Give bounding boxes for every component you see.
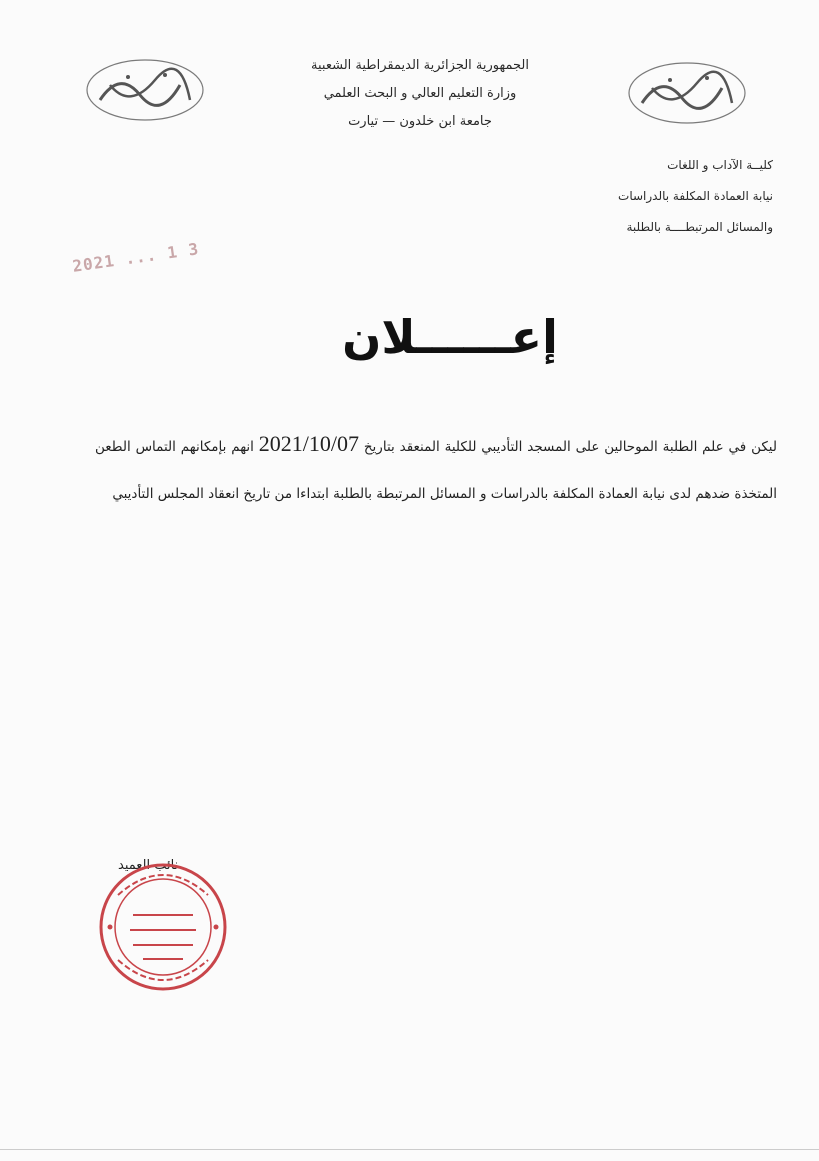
university-logo-right [622, 58, 752, 128]
signature-label: نائب العميد [118, 858, 179, 873]
faculty-line-1: كليــة الآداب و اللغات [667, 158, 773, 172]
republic-name: الجمهورية الجزائرية الديمقراطية الشعبية [311, 58, 529, 73]
university-logo-left [80, 55, 210, 125]
ministry-name: وزارة التعليم العالي و البحث العلمي [323, 86, 517, 101]
faculty-line-2: نيابة العمادة المكلفة بالدراسات [618, 189, 773, 203]
announcement-title: إعــــــلان [342, 310, 558, 364]
official-header [250, 52, 590, 136]
official-seal [88, 855, 238, 995]
date-stamp: 2021 ... 1 3 [71, 239, 201, 276]
council-date: 2021/10/07 [258, 431, 359, 456]
body-part-1: ليكن في علم الطلبة الموحالين على المسجد التأديبي للكلية المنعقد بتاريخ [359, 439, 777, 455]
page-bottom-border [0, 1149, 819, 1150]
university-name: جامعة ابن خلدون — تيارت [348, 114, 492, 129]
announcement-body [95, 420, 777, 518]
faculty-block [513, 150, 773, 243]
faculty-line-3: والمسائل المرتبطــــة بالطلبة [626, 220, 773, 234]
body-part-2: انهم بإمكانهم التماس الطعن المتخذة ضدهم لدى نيابة العمادة المكلفة بالدراسات و المسائل المرتبطة بالطلبة ابتداءا من تاريخ انعقاد المجلس التأديبي [95, 439, 777, 502]
